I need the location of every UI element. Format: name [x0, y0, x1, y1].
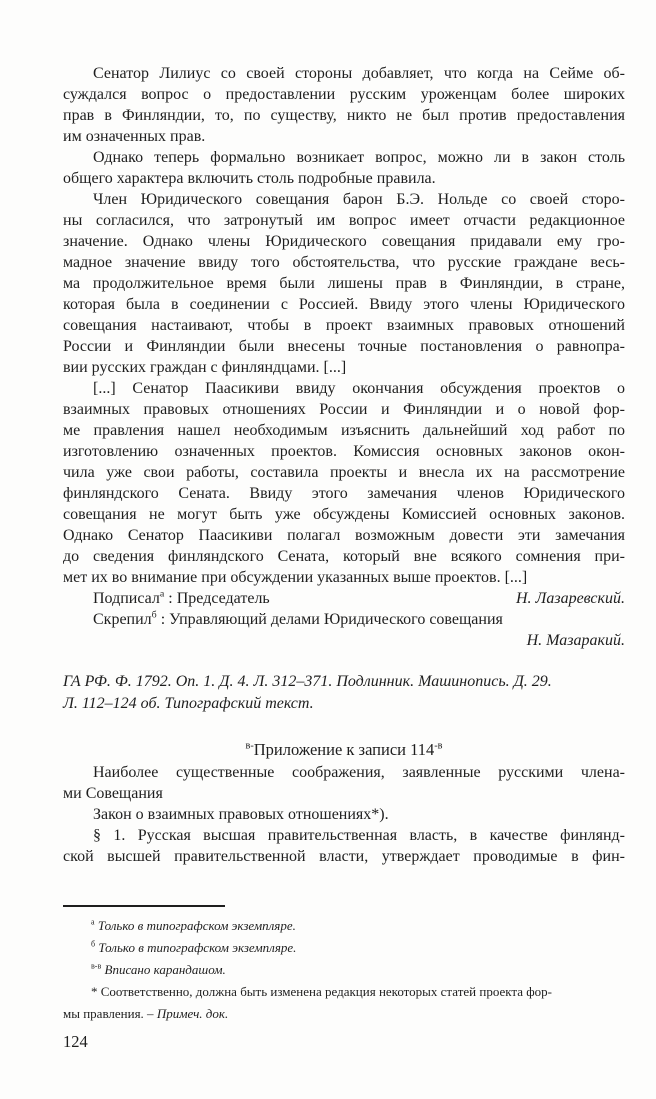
- text-block: [63, 63, 625, 1052]
- footnote-star-line2: мы правления. – Примеч. док.: [63, 1006, 229, 1021]
- appendix-heading: $^{в-}$Приложение к записи $114^{-в}$: [245, 740, 443, 759]
- footnote-marker: *: [91, 984, 98, 999]
- text-line: Наиболее существенные соображения, заявленные русскими члена-: [93, 764, 625, 781]
- sealed-label: Скрепил$^б$ : Управляющий делами Юридического совещания: [93, 609, 503, 628]
- text-line: ны согласился, что затронутый им вопрос имеет отчасти редакционное: [63, 212, 625, 229]
- footnotes: [63, 915, 625, 1025]
- text-line: совещания не могут быть уже обсуждены Комиссией основных законов.: [63, 506, 625, 523]
- text-line: Сенатор Лилиус со своей стороны добавляет, что когда на Сейме об-: [93, 65, 625, 82]
- text-line: изготовлению означенных проектов. Комиссия основных законов окон-: [63, 443, 625, 460]
- footnote-marker-b: б: [151, 609, 157, 621]
- text-line: России и Финляндии были внесены точные постановления о равнопра-: [63, 338, 625, 355]
- text-line: § 1. Русская высшая правительственная власть, в качестве финлянд-: [93, 827, 625, 844]
- text-line: чила уже свои работы, составила проекты и внесла их на рассмотрение: [63, 464, 625, 481]
- text-line: взаимных правовых отношениях России и Финляндии и о новой фор-: [63, 401, 625, 418]
- text-line: Однако Сенатор Паасикиви полагал возможным довести эти замечания: [63, 527, 625, 544]
- text-line: ме правления нашел необходимым изъяснить дальнейший ход работ по: [63, 422, 625, 439]
- page-number: 124: [63, 1032, 88, 1051]
- main-text: [63, 63, 625, 588]
- text-line: суждался вопрос о предоставлении русским уроженцам более широких: [63, 86, 625, 103]
- text-line: которая была в соединении с Россией. Ввиду этого члены Юридического: [63, 296, 625, 313]
- citation-line: ГА РФ. Ф. 1792. Оп. 1. Д. 4. Л. 312–371. Подлинник. Машинопись. Д. 29.: [63, 673, 552, 690]
- text-line: финляндского Сената. Ввиду этого замечания членов Юридического: [63, 485, 625, 502]
- archival-citation: [63, 671, 625, 715]
- footnote-rule: [63, 905, 225, 907]
- footnote-v-v: $^{в-в}$ Вписано карандашом.: [91, 961, 226, 977]
- signature-line-sealed: [63, 609, 625, 630]
- appendix-text: [63, 762, 625, 867]
- text-line: мет их во внимание при обсуждении указанных выше проектов. [...]: [63, 569, 528, 586]
- text-line: ма продолжительное время были лишены прав в Финляндии, в стране,: [63, 275, 625, 292]
- text-line: общего характера включить столь подробные правила.: [63, 170, 436, 187]
- text-line: Член Юридического совещания барон Б.Э. Нольде со своей сторо-: [93, 191, 625, 208]
- text-line: прав в Финляндии, то, по существу, никто не был против предоставления: [63, 107, 625, 124]
- text-line: значение. Однако члены Юридического совещания придавали ему гро-: [63, 233, 625, 250]
- footnote-marker: а: [91, 917, 95, 927]
- text-line: мадное значение ввиду того обстоятельства, что русские граждане весь-: [63, 254, 625, 271]
- signed-label: Подписал$^а$ : Председатель: [93, 588, 270, 607]
- footnote-b: $^б$ Только в типографском экземпляре.: [91, 939, 297, 955]
- text-line: ской высшей правительственной власти, утверждает проводимые в фин-: [63, 848, 625, 865]
- footnote-star-line1: * Соответственно, должна быть изменена редакция некоторых статей проекта фор-: [91, 984, 552, 999]
- signature-line-signed: [63, 588, 625, 609]
- footnote-a: $^а$ Только в типографском экземпляре.: [91, 917, 296, 933]
- text-line: Однако теперь формально возникает вопрос, можно ли в закон столь: [93, 149, 625, 166]
- sealed-name: Н. Мазаракий.: [526, 632, 625, 649]
- text-line: вии русских граждан с финляндцами. [...]: [63, 359, 347, 376]
- citation-line: Л. 112–124 об. Типографский текст.: [63, 695, 314, 712]
- text-line: совещания настаивают, чтобы в проект взаимных правовых отношений: [63, 317, 625, 334]
- text-line: им означенных прав.: [63, 128, 206, 145]
- text-line: [...] Сенатор Паасикиви ввиду окончания обсуждения проектов о: [93, 380, 625, 397]
- footnote-marker: б: [91, 939, 96, 949]
- footnote-marker-v-open: в-: [245, 740, 254, 752]
- footnote-marker: в-в: [91, 961, 102, 971]
- footnote-marker-v-close: -в: [434, 740, 443, 752]
- text-line: Закон о взаимных правовых отношениях*).: [93, 806, 389, 823]
- footnote-marker-a: а: [159, 588, 165, 600]
- signed-name: Н. Лазаревский.: [515, 590, 625, 607]
- text-line: ми Совещания: [63, 785, 163, 802]
- text-line: до сведения финляндского Сената, который вне всякого сомнения при-: [63, 548, 625, 565]
